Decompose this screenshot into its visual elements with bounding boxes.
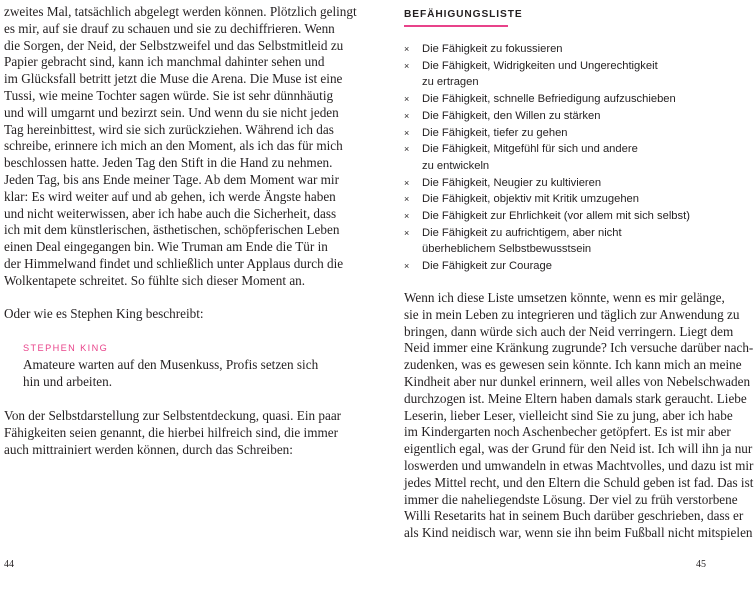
skill-text: Die Fähigkeit zu fokussieren [422,43,563,55]
text-line: klar: Es wird weiter auf und ab gehen, ich werde Ängste haben [4,188,336,204]
skill-item [404,108,714,125]
cross-bullet-icon: × [404,211,410,222]
list-title-underline [404,25,508,27]
skill-text: Die Fähigkeit, den Willen zu stärken [422,109,601,122]
text-line: Wenn ich diese Liste umsetzen könnte, wenn es mir gelänge, [404,290,725,305]
skill-text: Die Fähigkeit, schnelle Befriedigung aufzuschieben [422,93,676,106]
text-line: und nicht weiterwissen, aber ich habe auch die Sicherheit, dass [4,205,337,221]
text-line: sie in mein Leben zu integrieren und täglich zur Anwendung zu [404,306,740,322]
text-line: Wolkentapete schreitet. So fühlte sich dieser Moment an. [4,272,306,288]
text-line: zudenken, was es gewesen sein könnte. Ich kann mich an meine [404,357,742,373]
left-paragraph-3 [4,408,342,458]
text-line: Fähigkeiten seien genannt, die hierbei hilfreich sind, die immer [4,424,338,440]
text-line: hin und arbeiten. [23,373,112,389]
skill-item [404,191,714,208]
cross-bullet-icon: × [404,44,410,54]
cross-bullet-icon: × [404,194,410,205]
skill-text: überheblichem Selbstbewusstsein [422,243,592,256]
quote-text [23,357,319,391]
list-title: BEFÄHIGUNGSLISTE [404,9,523,20]
cross-bullet-icon: × [404,60,410,71]
skill-item [404,91,714,108]
cross-bullet-icon: × [404,94,410,105]
skill-item [404,225,714,258]
skills-list [404,41,714,275]
left-paragraph-1 [4,4,357,290]
text-line: im Kindergarten noch Aschenbecher getöpfert. Es ist mir aber [404,424,731,440]
text-line: schreibe, erinnere ich mich an den Moment, als ich das für mich [4,138,343,154]
text-line: beschlossen hatte. Jeden Tag den Stift in die Hand zu nehmen. [4,155,333,171]
text-line: Papier gebracht sind, kann ich manchmal dahinter sehen und [4,54,325,70]
skill-text: Die Fähigkeit, Mitgefühl für sich und andere [422,143,638,156]
text-line: Leserin, lieber Leser, vielleicht sind Sie zu jung, aber ich habe [404,407,733,423]
text-line: zweites Mal, tatsächlich abgelegt werden können. Plötzlich gelingt [4,4,357,19]
skill-item [404,175,714,192]
text-line: durchzogen ist. Meine Eltern haben damals stark geraucht. Liebe [404,390,747,406]
cross-bullet-icon: × [404,144,410,155]
text-line: Tussi, wie meine Tochter sagen würde. Sie ist sehr dünnhäutig [4,87,334,103]
text-line: im Glücksfall betritt jetzt die Muse die Arena. Die Muse ist eine [4,71,343,87]
text-line: Kindheit aber nur dunkel erinnern, weil alles von Nebelschwaden [404,373,751,389]
skill-item [404,258,714,275]
skill-item [404,58,714,91]
text-line: Willi Resetarits hat in seinem Buch darüber geschrieben, dass er [404,508,744,524]
text-line: jedes Mittel recht, und den Eltern die Schuld geben ist fad. Das ist [404,474,754,490]
text-line: Von der Selbstdarstellung zur Selbstentdeckung, quasi. Ein paar [4,408,342,423]
cross-bullet-icon: × [404,177,410,188]
page-number-right: 45 [696,559,706,570]
skill-text: Die Fähigkeit, objektiv mit Kritik umzugehen [422,193,640,206]
quote-author-label: STEPHEN KING [23,343,109,353]
skill-text: Die Fähigkeit, Neugier zu kultivieren [422,176,602,189]
cross-bullet-icon: × [404,261,410,272]
text-line: auch mittrainiert werden können, durch das Schreiben: [4,441,293,457]
quote-block [20,341,319,391]
text-line: als Kind neidisch war, wenn sie ihn beim Fußball nicht mitspielen [404,525,753,541]
skill-item [404,41,714,58]
skill-text: Die Fähigkeit zu aufrichtigem, aber nicht [422,226,622,239]
cross-bullet-icon: × [404,127,410,138]
text-line: ich mit dem künstlerischen, ästhetischen, schöpferischen Leben [4,222,340,238]
skill-text: zu entwickeln [422,159,490,172]
text-line: und will umgarnt und bezirzt sein. Und wenn du sie nicht jeden [4,104,339,120]
skill-text: Die Fähigkeit zur Courage [422,260,552,273]
left-paragraph-2-text: Oder wie es Stephen King beschreibt: [4,306,204,321]
page-number-left: 44 [4,559,14,570]
text-line: loswerden und umwandeln in etwas Machtvolles, und dazu ist mir [404,457,754,473]
text-line: Tag hereinbittest, wird sie sich zurückziehen. Während ich das [4,121,334,137]
text-line: immer die naheliegendste Lösung. Der viel zu früh verstorbene [404,491,738,507]
right-page [377,0,754,603]
text-line: eigentlich egal, was der Grund für den Neid ist. Ich will ihn ja nur [404,441,753,457]
skill-item [404,125,714,142]
text-line: der Himmelwand findet und schließlich unter Applaus durch die [4,255,344,271]
text-line: Neid immer eine Kränkung zugrunde? Ich versuche darüber nach- [404,340,754,356]
cross-bullet-icon: × [404,110,410,121]
cross-bullet-icon: × [404,227,410,238]
text-line: es mir, auf sie drauf zu schauen und sie zu dechiffrieren. Wenn [4,20,335,36]
right-paragraph-1 [404,290,754,542]
text-line: die Sorgen, der Neid, der Selbstzweifel und das Selbstmitleid zu [4,37,344,53]
skill-text: Die Fähigkeit zur Ehrlichkeit (vor allem mit sich selbst) [422,210,690,223]
skill-text: zu ertragen [422,76,479,89]
skill-text: Die Fähigkeit, tiefer zu gehen [422,126,568,139]
text-line: bringen, dann würde sich auch der Neid verringern. Liegt dem [404,323,734,339]
text-line: Amateure warten auf den Musenkuss, Profis setzen sich [23,357,319,372]
text-line: einen Deal eingegangen bin. Wie Truman am Ende die Tür in [4,239,328,255]
text-line: Jeden Tag, bis ans Ende meiner Tage. Ab dem Moment war mir [4,171,339,187]
skill-item [404,208,714,225]
skill-item [404,141,714,174]
left-paragraph-2 [4,306,305,323]
skill-text: Die Fähigkeit, Widrigkeiten und Ungerechtigkeit [422,59,658,72]
